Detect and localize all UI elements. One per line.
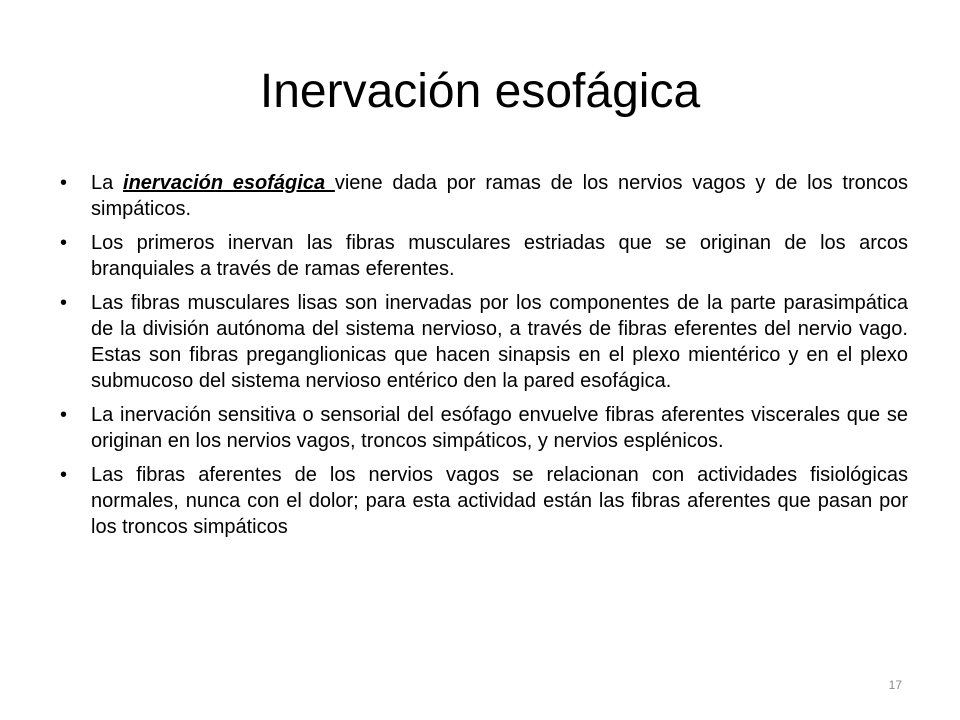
bullet-1-text: viene dada por ramas de los nervios vagos y de los troncos simpáticos. [91,172,909,220]
bullet-4-text: La inervación sensitiva o sensorial del esófago envuelve fibras aferentes viscerales que se originan en los nervios vagos, troncos simpáticos, y nervios esplénicos. [91,404,908,452]
slide-title: Inervación esofágica [259,65,701,118]
bullet-dot-icon: • [60,172,68,194]
bullet-2-text: Los primeros inervan las fibras musculares estriadas que se originan de los arcos branquiales a través de ramas eferentes. [91,232,908,280]
bullet-item-1 [60,170,908,222]
bullet-1-prefix: La [91,172,124,194]
bullet-item-3 [60,290,908,394]
bullet-dot-icon: • [60,292,68,314]
bullet-list [60,170,908,548]
bullet-5-text: Las fibras aferentes de los nervios vagos se relacionan con actividades fisiológicas normales, nunca con el dolor; para esta actividad están las fibras aferentes que pasan por los troncos simpáticos [91,464,908,538]
bullet-dot-icon: • [60,464,68,486]
bullet-item-5 [60,462,908,540]
bullet-1-emphasis: inervación esofágica [123,172,335,194]
bullet-dot-icon: • [60,232,68,254]
bullet-dot-icon: • [60,404,68,426]
slide-number: 17 [888,678,902,692]
bullet-item-2 [60,230,908,282]
bullet-3-text: Las fibras musculares lisas son inervadas por los componentes de la parte parasimpática de la división autónoma del sistema nervioso, a través de fibras eferentes del nervio vago. Estas son fibras preganglionicas que hacen sinapsis en el plexo mientérico y en el plexo submucoso del sistema nervioso entérico den la pared esofágica. [91,292,908,392]
bullet-item-4 [60,402,908,454]
